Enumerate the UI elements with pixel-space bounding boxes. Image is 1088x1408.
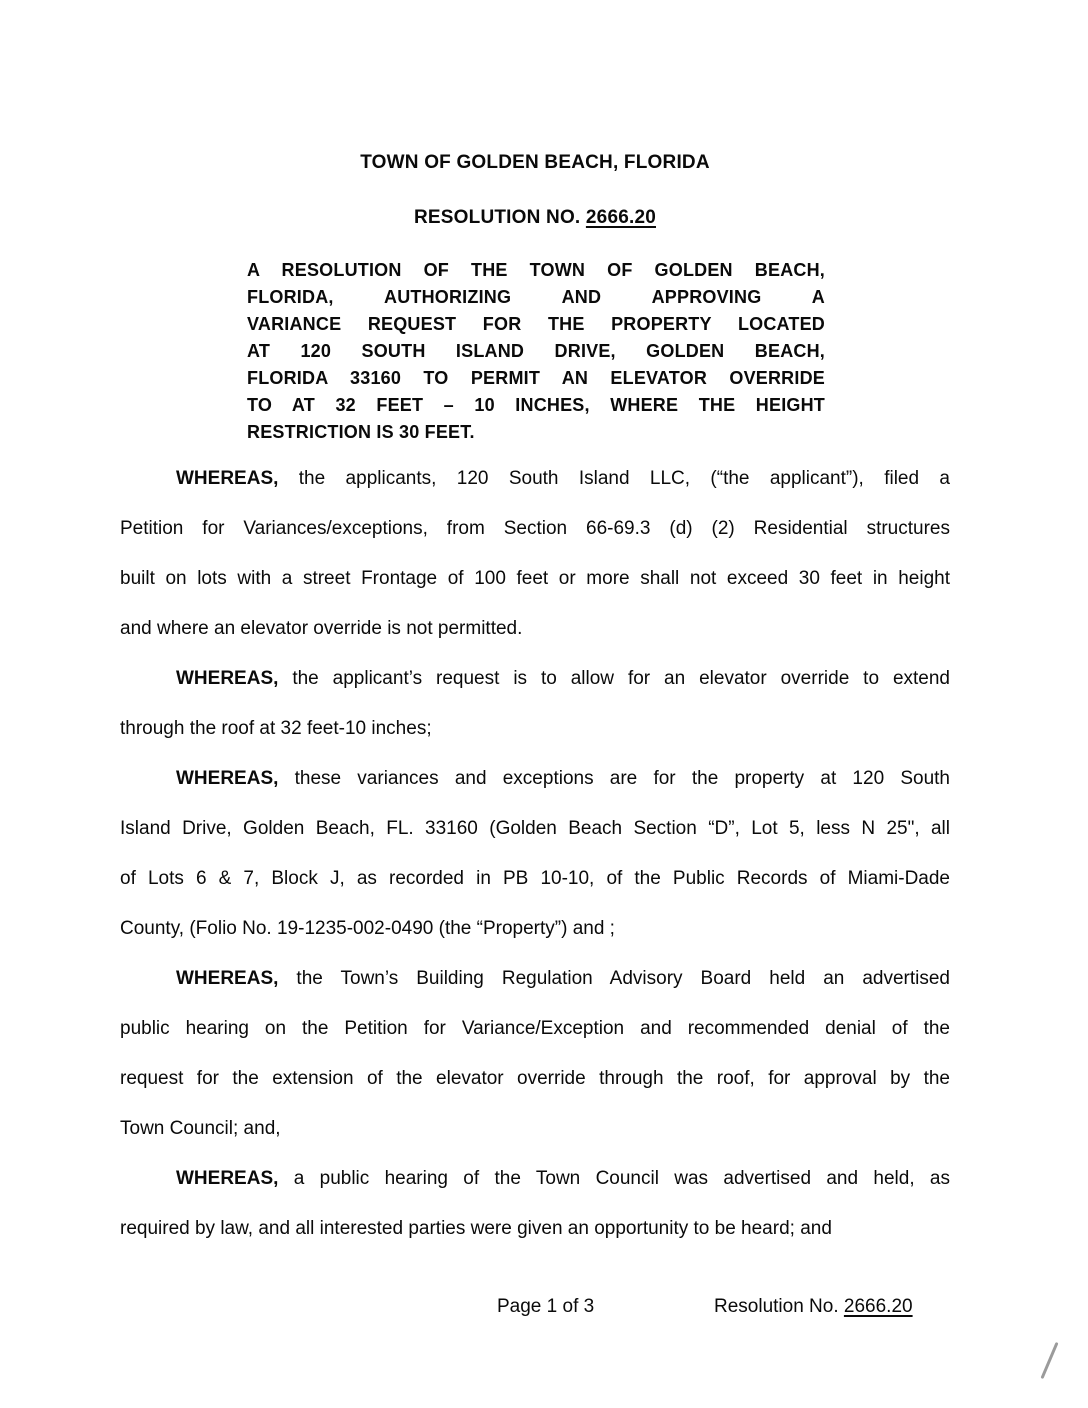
paragraph-line: request for the extension of the elevator override through the roof, for approval by the: [120, 1068, 950, 1089]
paragraph-line: public hearing on the Petition for Variance/Exception and recommended denial of the: [120, 1018, 950, 1039]
resolution-heading-number: 2666.20: [585, 207, 656, 228]
paragraph-line: Town Council; and,: [120, 1118, 281, 1139]
paragraph-line: built on lots with a street Frontage of 100 feet or more shall not exceed 30 feet in height: [120, 568, 950, 589]
paragraph-line: [120, 954, 950, 1004]
summary-line: FLORIDA 33160 TO PERMIT AN ELEVATOR OVERRIDE: [247, 368, 825, 388]
paragraph-text: these variances and exceptions are for the property at 120 South: [278, 768, 950, 789]
paragraph-text: a public hearing of the Town Council was advertised and held, as: [278, 1168, 950, 1189]
whereas-lead: WHEREAS,: [176, 968, 279, 989]
paragraph-line: through the roof at 32 feet-10 inches;: [120, 718, 432, 739]
footer-resolution-number: 2666.20: [843, 1296, 913, 1317]
page-footer: [120, 1296, 950, 1326]
whereas-lead: WHEREAS,: [176, 1168, 279, 1189]
paragraph-text: the applicant’s request is to allow for an elevator override to extend: [278, 668, 950, 689]
paragraph-line: [120, 654, 950, 704]
scan-artifact-slash-mark: [1041, 1342, 1059, 1379]
paragraph-line: [120, 454, 950, 504]
whereas-paragraph-4: [120, 954, 950, 1154]
resolution-heading-label: RESOLUTION NO.: [414, 207, 586, 228]
whereas-lead: WHEREAS,: [176, 768, 279, 789]
paragraph-line: required by law, and all interested parties were given an opportunity to be heard; and: [120, 1218, 832, 1239]
summary-line: RESTRICTION IS 30 FEET.: [247, 422, 475, 442]
whereas-paragraph-2: [120, 654, 950, 754]
whereas-paragraph-3: [120, 754, 950, 954]
paragraph-text: the applicants, 120 South Island LLC, (“the applicant”), filed a: [278, 468, 950, 489]
resolution-heading: [120, 207, 950, 229]
summary-line: A RESOLUTION OF THE TOWN OF GOLDEN BEACH,: [247, 260, 825, 280]
summary-line: VARIANCE REQUEST FOR THE PROPERTY LOCATED: [247, 314, 825, 334]
whereas-paragraph-5: [120, 1154, 950, 1254]
resolution-summary-block: [247, 257, 825, 446]
paragraph-line: Island Drive, Golden Beach, FL. 33160 (Golden Beach Section “D”, Lot 5, less N 25", all: [120, 818, 950, 839]
paragraph-line: County, (Folio No. 19-1235-002-0490 (the “Property”) and ;: [120, 918, 615, 939]
document-title: TOWN OF GOLDEN BEACH, FLORIDA: [360, 152, 710, 173]
document-page: [120, 152, 950, 1326]
paragraph-line: [120, 1154, 950, 1204]
summary-line: FLORIDA, AUTHORIZING AND APPROVING A: [247, 287, 825, 307]
summary-line: TO AT 32 FEET – 10 INCHES, WHERE THE HEIGHT: [247, 395, 825, 415]
footer-page-number: Page 1 of 3: [497, 1296, 595, 1317]
summary-line: AT 120 SOUTH ISLAND DRIVE, GOLDEN BEACH,: [247, 341, 825, 361]
whereas-lead: WHEREAS,: [176, 468, 279, 489]
whereas-paragraph-1: [120, 454, 950, 654]
paragraph-line: and where an elevator override is not permitted.: [120, 618, 523, 639]
footer-resolution-label: Resolution No.: [714, 1296, 844, 1317]
paragraph-line: [120, 754, 950, 804]
whereas-lead: WHEREAS,: [176, 668, 279, 689]
paragraph-text: the Town’s Building Regulation Advisory Board held an advertised: [278, 968, 950, 989]
paragraph-line: Petition for Variances/exceptions, from Section 66-69.3 (d) (2) Residential structures: [120, 518, 950, 539]
footer-resolution: [714, 1296, 913, 1318]
paragraph-line: of Lots 6 & 7, Block J, as recorded in PB 10-10, of the Public Records of Miami-Dade: [120, 868, 950, 889]
resolution-body: [120, 454, 950, 1254]
